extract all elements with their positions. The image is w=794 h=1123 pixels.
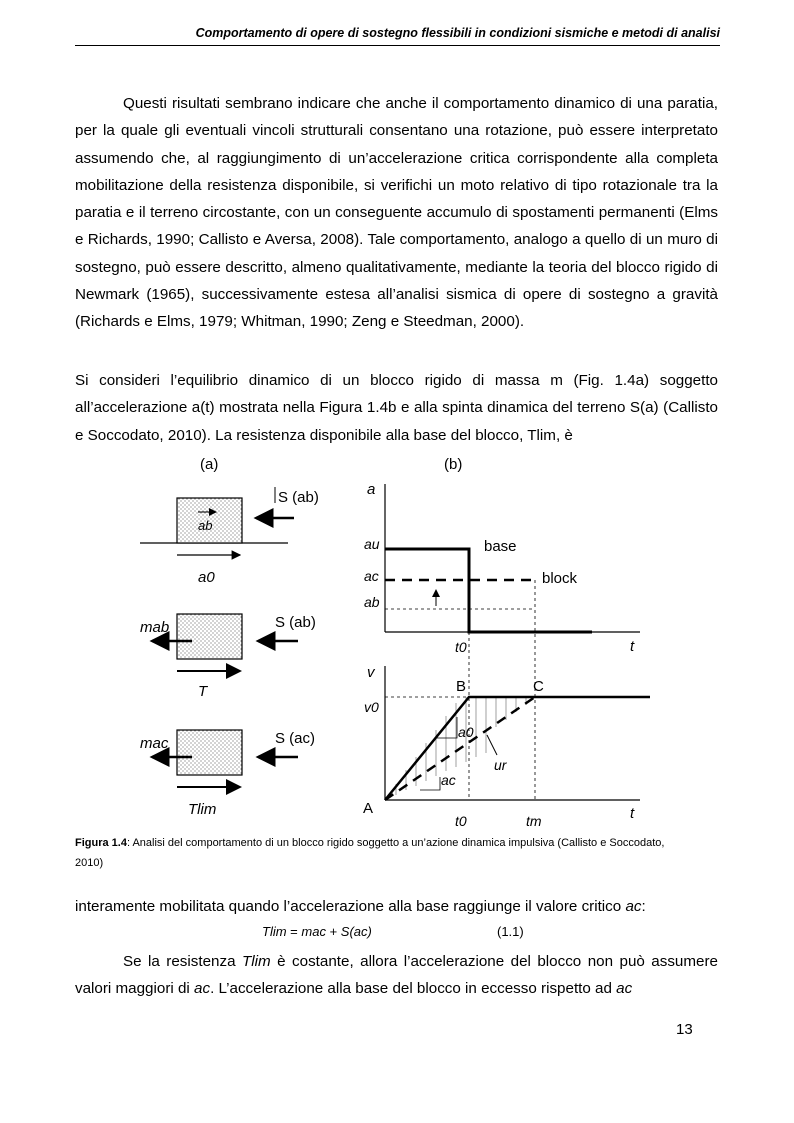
page-number: 13 xyxy=(676,1021,693,1038)
base-velocity-curve xyxy=(385,697,650,800)
block-velocity-curve xyxy=(385,697,535,800)
caption-label: Figura 1.4 xyxy=(75,837,127,849)
block-2-force-label: S (ab) xyxy=(275,614,316,631)
block-3 xyxy=(177,730,242,775)
slope-ac-triangle xyxy=(420,777,440,790)
paragraph-3-post: : xyxy=(641,898,646,915)
equation-number: (1.1) xyxy=(497,924,524,939)
caption-text: : Analisi del comportamento di un blocco rigido soggetto a un’azione dinamica impulsiva (Callisto e Soccodato, 2010) xyxy=(75,837,665,869)
paragraph-4-sym1: Tlim xyxy=(241,953,271,970)
block-2-diagram xyxy=(140,614,316,700)
slope-a0-label: a0 xyxy=(458,724,474,740)
block-3-inertia-label: mac xyxy=(140,735,169,752)
paragraph-4 xyxy=(75,948,718,1003)
tick-v0: v0 xyxy=(364,699,379,715)
ur-label: ur xyxy=(494,757,507,773)
tick-t0-upper: t0 xyxy=(455,639,467,655)
paragraph-3-pre: interamente mobilitata quando l’accelerazione alla base raggiunge il valore critico xyxy=(75,898,626,915)
point-B: B xyxy=(456,678,467,695)
paragraph-4-c: . L’accelerazione alla base del blocco in eccesso rispetto ad xyxy=(210,980,617,998)
block-1-force-label: S (ab) xyxy=(278,489,319,506)
panel-b-label: (b) xyxy=(444,456,463,473)
figure-caption xyxy=(75,833,675,873)
a-axis-label: a xyxy=(367,481,376,498)
paragraph-4-b: è costante, allora l’accelerazione del blocco non può assumere valori maggiori di xyxy=(75,953,718,998)
t-axis-label-upper: t xyxy=(630,638,635,655)
base-label: base xyxy=(484,538,517,555)
base-curve xyxy=(385,549,592,632)
eq-plus: + xyxy=(329,924,338,939)
block-1-diagram xyxy=(140,487,319,586)
block-label: block xyxy=(542,570,578,587)
block-3-bottom-label: Tlim xyxy=(188,801,217,818)
equation-1-1 xyxy=(262,924,372,939)
paragraph-3-symbol: ac xyxy=(625,898,642,915)
tick-ac: ac xyxy=(364,568,379,584)
point-C: C xyxy=(533,678,544,695)
point-A: A xyxy=(363,800,374,817)
running-header: Comportamento di opere di sostegno flessibili in condizioni sismiche e metodi di analisi xyxy=(195,26,720,40)
paragraph-4-text xyxy=(75,948,718,1003)
tick-au: au xyxy=(364,536,380,552)
block-1-bottom-label: a0 xyxy=(198,569,215,586)
block-3-force-label: S (ac) xyxy=(275,730,316,747)
eq-term2: S(ac) xyxy=(340,924,372,939)
eq-lhs: Tlim xyxy=(262,924,287,939)
paragraph-4-a: Se la resistenza xyxy=(123,953,242,970)
tick-ab: ab xyxy=(364,594,380,610)
paragraph-2-text: Si consideri l’equilibrio dinamico di un blocco rigido di massa m (Fig. 1.4a) soggetto all’accelerazione a(t) mostrata nella Figura 1.4b e alla spinta dinamica del terreno S(a) (Callisto e Soccodato, 2010). La resistenza disponibile alla base del blocco, Tlim, è xyxy=(75,372,718,444)
paragraph-1-text: Questi risultati sembrano indicare che anche il comportamento dinamico di una paratia, per la quale gli eventuali vincoli strutturali consentano una rotazione, può essere interpretato assumendo che, al raggiungimento di un’accelerazione critica corrispondente alla completa mobilitazione della resistenza disponibile, si verifichi un moto relativo di tipo rotazionale tra la paratia e il terreno circostante, con un conseguente accumulo di spostamenti permanenti (Elms e Richards, 1990; Callisto e Aversa, 2008). Tale comportamento, analogo a quello di un muro di sostegno, può essere descritto, almeno qualitativamente, mediante la teoria del blocco rigido di Newmark (1965), successivamente estesa all’analisi sismica di opere di sostegno a gravità (Richards e Elms, 1979; Whitman, 1990; Zeng e Steedman, 2000). xyxy=(75,95,718,331)
block-2 xyxy=(177,614,242,659)
slope-ac-label: ac xyxy=(441,772,456,788)
v-axis-label: v xyxy=(367,664,375,681)
block-1-inner-label: ab xyxy=(198,518,213,533)
eq-equals: = xyxy=(290,924,298,939)
t-axis-label-lower: t xyxy=(630,805,635,822)
block-3-diagram xyxy=(140,730,315,818)
tick-t0-lower: t0 xyxy=(455,813,467,829)
paragraph-3 xyxy=(75,893,718,920)
panel-a-label: (a) xyxy=(200,456,219,473)
block-2-bottom-label: T xyxy=(198,683,208,700)
eq-term1: mac xyxy=(301,924,326,939)
velocity-plot xyxy=(363,664,650,829)
paragraph-3-text xyxy=(75,893,718,920)
tick-tm: tm xyxy=(526,813,542,829)
paragraph-4-sym3: ac xyxy=(616,980,633,998)
acceleration-plot xyxy=(364,481,640,800)
block-2-inertia-label: mab xyxy=(140,619,170,636)
paragraph-4-sym2: ac xyxy=(194,980,211,998)
ur-leader xyxy=(487,735,497,755)
